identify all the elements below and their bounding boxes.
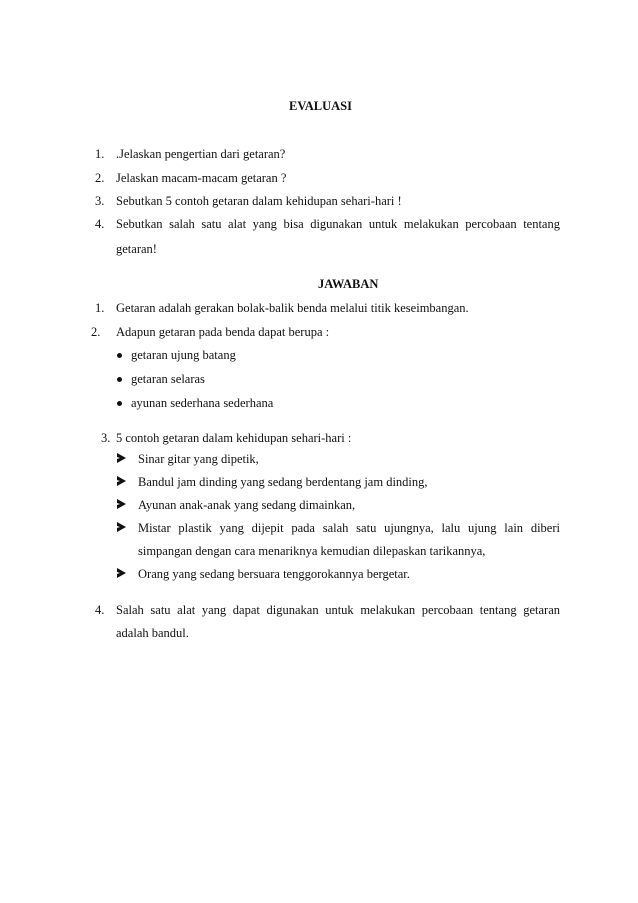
evaluasi-item-number: 1.: [95, 147, 105, 161]
answer-text: Getaran adalah gerakan bolak-balik benda melalui titik keseimbangan.: [116, 301, 469, 315]
answer-number: 1.: [95, 301, 105, 315]
example-item: Sinar gitar yang dipetik,: [138, 452, 259, 466]
answer-continuation: adalah bandul.: [116, 626, 189, 640]
evaluasi-title: EVALUASI: [289, 99, 352, 113]
answer-text: 5 contoh getaran dalam kehidupan sehari-hari :: [116, 431, 352, 445]
bullet-item: getaran selaras: [131, 372, 205, 386]
bullet-dot-icon: [117, 377, 122, 382]
arrow-bullet-icon: [117, 453, 126, 463]
example-item: Ayunan anak-anak yang sedang dimainkan,: [138, 498, 356, 512]
answer-number: 4.: [95, 603, 105, 617]
example-item: Bandul jam dinding yang sedang berdentang jam dinding,: [138, 475, 428, 489]
example-item: Mistar plastik yang dijepit pada salah satu ujungnya, lalu ujung lain diberi: [138, 521, 560, 535]
example-item: Orang yang sedang bersuara tenggorokannya bergetar.: [138, 567, 410, 581]
bullet-item: getaran ujung batang: [131, 348, 236, 362]
evaluasi-item-number: 4.: [95, 217, 105, 231]
evaluasi-item-text: Jelaskan macam-macam getaran ?: [116, 171, 287, 185]
evaluasi-item-number: 3.: [95, 194, 105, 208]
bullet-dot-icon: [117, 401, 122, 406]
evaluasi-item-continuation: getaran!: [116, 242, 157, 256]
evaluasi-item-number: 2.: [95, 171, 105, 185]
answer-number: 3.: [101, 431, 111, 445]
jawaban-title: JAWABAN: [318, 277, 379, 291]
answer-text: Salah satu alat yang dapat digunakan untuk melakukan percobaan tentang getaran: [116, 603, 560, 617]
bullet-item: ayunan sederhana sederhana: [131, 396, 274, 410]
arrow-bullet-icon: [117, 568, 126, 578]
arrow-bullet-icon: [117, 476, 126, 486]
example-item-continuation: simpangan dengan cara menariknya kemudian dilepaskan tarikannya,: [138, 544, 486, 558]
bullet-dot-icon: [117, 353, 122, 358]
answer-number: 2.: [91, 325, 101, 339]
arrow-bullet-icon: [117, 522, 126, 532]
arrow-bullet-icon: [117, 499, 126, 509]
answer-text: Adapun getaran pada benda dapat berupa :: [116, 325, 330, 339]
evaluasi-item-text: Sebutkan 5 contoh getaran dalam kehidupan sehari-hari !: [116, 194, 402, 208]
evaluasi-item-text: Sebutkan salah satu alat yang bisa digunakan untuk melakukan percobaan tentang: [116, 217, 560, 231]
evaluasi-item-text: .Jelaskan pengertian dari getaran?: [116, 147, 286, 161]
